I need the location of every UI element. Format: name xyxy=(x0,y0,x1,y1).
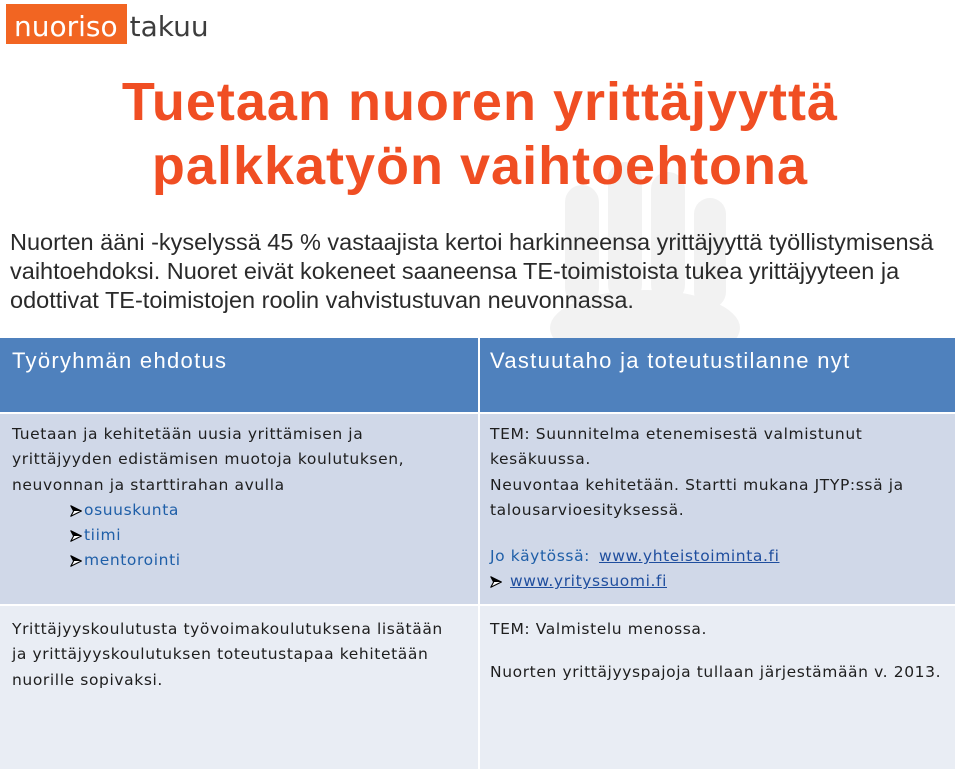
cell-text-line: ja yrittäjyyskoulutuksen toteutustapaa kehitetään xyxy=(12,645,429,664)
table-row-1-status-cell xyxy=(480,414,955,604)
intro-line-1: Nuorten ääni -kyselyssä 45 % vastaajista kertoi harkinneensa yrittäjyyttä työllistymisensä xyxy=(10,229,934,255)
in-use-label: Jo käytössä: xyxy=(490,547,590,566)
bullet-item-osuuskunta xyxy=(12,498,478,523)
cell-text-line: Nuorten yrittäjyyspajoja tullaan järjestämään v. 2013. xyxy=(490,663,942,682)
link-bullet-line xyxy=(490,569,955,594)
bullet-item-mentorointi xyxy=(12,548,478,573)
cell-text-line: Tuetaan ja kehitetään uusia yrittämisen ja xyxy=(12,425,364,443)
bullet-item-tiimi xyxy=(12,523,478,548)
arrowhead-bullet-icon xyxy=(490,576,502,588)
intro-paragraph xyxy=(10,228,933,315)
cell-text-line: nuorille sopivaksi. xyxy=(12,670,163,689)
table-header-status: Vastuutaho ja toteutustilanne nyt xyxy=(480,338,955,412)
intro-line-3: odottivat TE-toimistojen roolin vahvistustuvan neuvonnassa. xyxy=(10,287,634,313)
cell-text-line: TEM: Suunnitelma etenemisestä valmistunut xyxy=(490,425,863,443)
logo-text-nuoriso: nuoriso xyxy=(6,4,127,44)
cell-text-line: neuvonnan ja starttirahan avulla xyxy=(12,475,285,494)
cell-text-line: kesäkuussa. xyxy=(490,450,591,469)
arrowhead-bullet-icon xyxy=(70,555,82,567)
table-header-proposal: Työryhmän ehdotus xyxy=(0,338,478,412)
in-use-line xyxy=(490,544,955,569)
arrowhead-bullet-icon xyxy=(70,505,82,517)
arrowhead-bullet-icon xyxy=(70,530,82,542)
slide-title xyxy=(0,70,960,198)
slide-title-line-1: Tuetaan nuoren yrittäjyyttä xyxy=(121,72,839,132)
cell-text-line: Neuvontaa kehitetään. Startti mukana JTYP:ssä ja xyxy=(490,475,904,494)
nuorisotakuu-logo xyxy=(6,4,209,44)
cell-text-line: yrittäjyyden edistämisen muotoja koulutuksen, xyxy=(12,450,405,469)
bullet-item-label: tiimi xyxy=(84,526,122,545)
bullet-item-label: mentorointi xyxy=(84,551,181,570)
cell-spacer xyxy=(490,523,955,544)
proposal-status-table xyxy=(0,338,955,769)
cell-spacer xyxy=(490,642,955,660)
intro-line-2: vaihtoehdoksi. Nuoret eivät kokeneet saaneensa TE-toimistoista tukea yrittäjyyteen ja xyxy=(10,258,900,284)
bullet-item-label: osuuskunta xyxy=(84,500,180,519)
table-row-1-proposal-cell xyxy=(0,414,478,604)
cell-text-line: Yrittäjyyskoulutusta työvoimakoulutuksena lisätään xyxy=(12,620,443,638)
slide-title-line-2: palkkatyön vaihtoehtona xyxy=(151,136,809,196)
table-row-2-status-cell xyxy=(480,606,955,769)
cell-text-line: TEM: Valmistelu menossa. xyxy=(490,620,708,638)
link-yhteistoiminta[interactable]: www.yhteistoiminta.fi xyxy=(599,547,780,566)
logo-text-takuu: takuu xyxy=(129,10,209,43)
table-row-2-proposal-cell xyxy=(0,606,478,769)
cell-text-line: talousarvioesityksessä. xyxy=(490,500,685,519)
link-yrityssuomi[interactable]: www.yrityssuomi.fi xyxy=(510,572,667,591)
